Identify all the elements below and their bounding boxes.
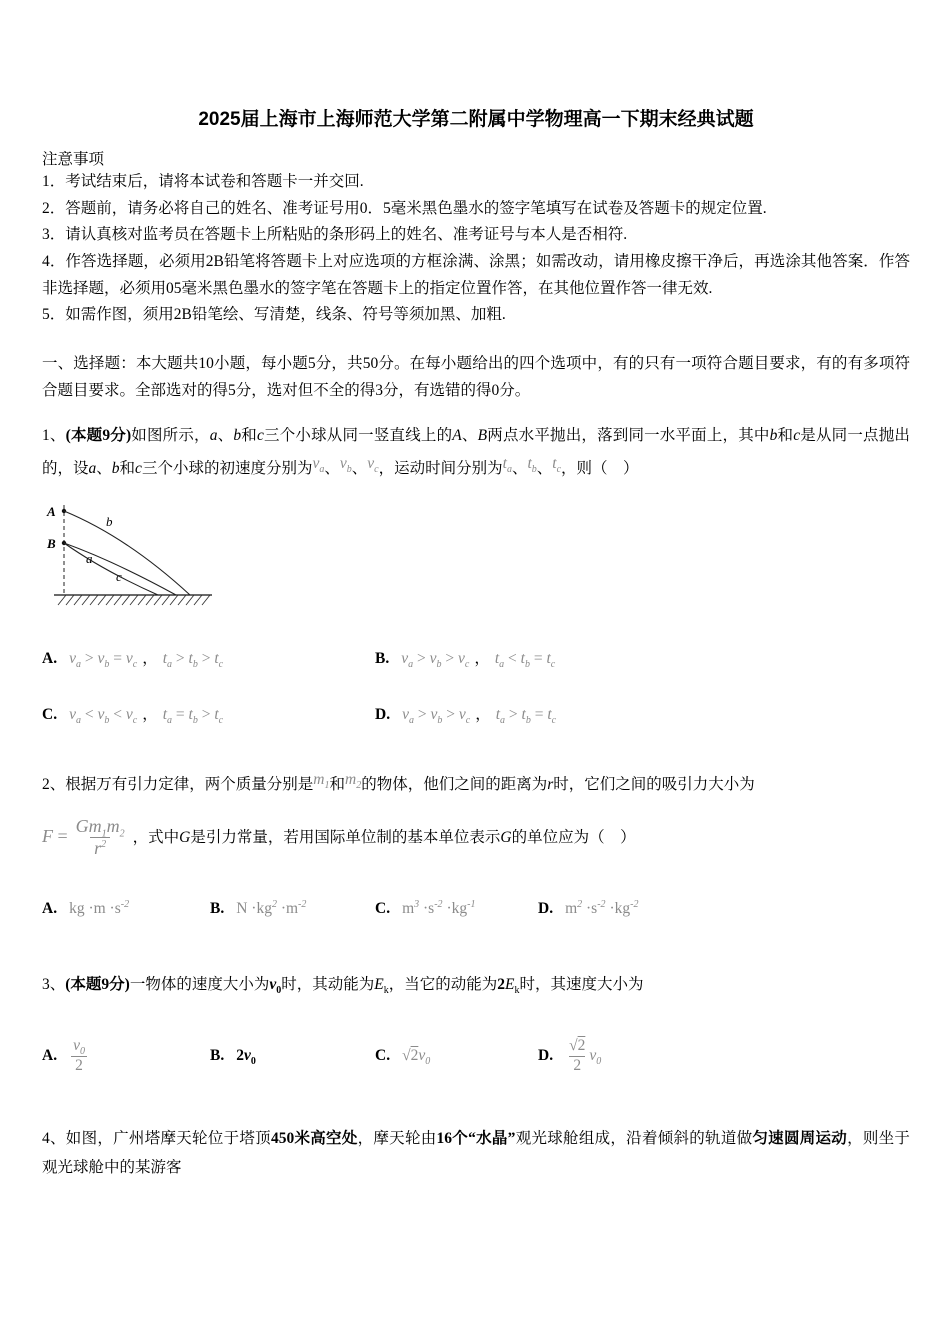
notice-item-1: 1．考试结束后，请将本试卷和答题卡一并交回. (42, 173, 364, 190)
option-math: $2v_0$ (236, 1047, 256, 1068)
question-2-after-formula: ，式中G是引力常量，若用国际单位制的基本单位表示G的单位应为（ ） (132, 828, 636, 846)
option-separator: ， (474, 650, 490, 668)
option-letter: B. (210, 899, 225, 917)
question-4-text: 4、如图，广州塔摩天轮位于塔顶450米高空处，摩天轮由16个“水晶”观光球舱组成，沿着倾斜的轨道做匀速圆周运动，则坐于观光球舱中的某游客 (42, 1130, 910, 1177)
option-math: $t_a > t_b > t_c$ (162, 650, 224, 671)
q3-option-b (210, 1047, 375, 1068)
option-separator: ， (142, 706, 158, 724)
option-letter: C. (375, 1047, 391, 1065)
q1-option-c (42, 702, 375, 727)
notice-item-5: 5．如需作图，须用2B铅笔绘、写清楚，线条、符号等须加黑、加粗. (42, 306, 506, 324)
option-math: $v_a > v_b > v_c$ (402, 706, 471, 727)
formula-lhs: F = (42, 826, 68, 846)
fraction-numerator: $Gm_1m_2$ (75, 815, 125, 840)
figure-label-a: a (86, 551, 93, 567)
formula-fraction (72, 816, 129, 860)
section-intro: 一、选择题：本大题共10小题，每小题5分，共50分。在每小题给出的四个选项中，有的只有一项符合题目要求，有的有多项符合题目要求。全部选对的得5分，选对但不全的得3分，有选错的得0分。 (42, 354, 910, 399)
figure-label-B: B (47, 536, 56, 552)
option-letter: D. (375, 706, 391, 724)
notice-header: 注意事项 (42, 151, 105, 168)
notice-section (42, 147, 910, 329)
option-math: $t_a = t_b > t_c$ (162, 706, 224, 727)
trajectory-b (64, 511, 190, 595)
option-math: $v_a > v_b = v_c$ (69, 650, 138, 671)
notice-item-2: 2．答题前，请务必将自己的姓名、准考证号用0．5毫米黑色墨水的签字笔填写在试卷及答题卡的规定位置. (42, 199, 767, 217)
page-title: 2025届上海市上海师范大学第二附属中学物理高一下期末经典试题 (198, 109, 754, 130)
option-math: $v_a < v_b < v_c$ (69, 706, 138, 727)
option-math: kg $\cdot m \cdot s^{-2}$ (69, 898, 130, 917)
question-2-text: 2、根据万有引力定律，两个质量分别是$m_1$和$m_2$的物体，他们之间的距离为r时，它们之间的吸引力大小为 (42, 771, 755, 794)
option-letter: A. (42, 650, 58, 668)
q2-option-b (210, 900, 375, 918)
q1-option-b (375, 646, 910, 671)
projectile-diagram (42, 499, 224, 613)
option-math: $m^3 \cdot s^{-2} \cdot kg^{-1}$ (402, 898, 476, 917)
gravity-formula (42, 816, 129, 860)
trajectory-c (64, 543, 158, 595)
option-letter: D. (538, 899, 554, 917)
notice-item-4: 4．作答选择题，必须用2B铅笔将答题卡上对应选项的方框涂满、涂黑；如需改动，请用橡皮擦干净后，再选涂其他答案．作答非选择题，必须用05毫米黑色墨水的签字笔在答题卡上的指定位置作答，在其他位置作答一律无效. (42, 252, 910, 297)
option-separator: ， (475, 706, 491, 724)
q3-option-c (375, 1047, 538, 1068)
question-1-text: 1、(本题9分)如图所示，a、b和c三个小球从同一竖直线上的A、B两点水平抛出，落到同一水平面上，其中b和c是从同一点抛出的，设a、b和c三个小球的初速度分别为$v_a$、$v_b$、$v_c$，运动时间分别为$t_a$、$t_b$、$t_c$，则（ ） (42, 427, 910, 477)
notice-item-3: 3．请认真核对监考员在答题卡上所粘贴的条形码上的姓名、准考证号与本人是否相符. (42, 226, 628, 244)
q2-option-a (42, 900, 210, 918)
figure-label-A: A (47, 504, 56, 520)
option-letter: A. (42, 1046, 58, 1064)
q1-option-a (42, 646, 375, 671)
figure-label-c: c (116, 569, 122, 585)
option-separator: ， (142, 650, 158, 668)
option-math: $√2v_0$ (402, 1047, 431, 1068)
ground-hatching (58, 595, 210, 605)
question-3-text: 3、(本题9分)一物体的速度大小为$v_0$时，其动能为$E_k$，当它的动能为$2E_k$时，其速度大小为 (42, 975, 644, 997)
option-letter: C. (375, 899, 391, 917)
q1-option-d (375, 702, 910, 727)
q3-option-a (42, 1037, 210, 1075)
question-1-figure (42, 499, 910, 618)
figure-label-b: b (106, 514, 113, 530)
option-letter: C. (42, 706, 58, 724)
q2-option-d (538, 900, 910, 918)
option-math: $t_a > t_b = t_c$ (495, 706, 557, 727)
option-math: $m^2 \cdot s^{-2} \cdot kg^{-2}$ (565, 898, 639, 917)
option-math: $N \cdot kg^2 \cdot m^{-2}$ (236, 898, 307, 917)
option-letter: B. (375, 650, 390, 668)
q2-option-c (375, 900, 538, 918)
question-2-options (42, 894, 910, 924)
question-3-options (42, 1033, 910, 1079)
question-2-formula-row (42, 816, 910, 860)
question-1-options (42, 646, 910, 727)
q3-option-d (538, 1037, 910, 1075)
option-math: $\frac{√2}{2}$ $v_0$ (569, 1037, 602, 1074)
option-math: $v_a > v_b > v_c$ (401, 650, 470, 671)
option-letter: D. (538, 1046, 554, 1064)
option-math: $t_a < t_b = t_c$ (494, 650, 556, 671)
fraction-denominator: $r^2$ (90, 837, 110, 860)
option-letter: B. (210, 1047, 225, 1065)
option-letter: A. (42, 899, 58, 917)
option-math: $\frac{v_0}{2}$ (73, 1037, 85, 1074)
